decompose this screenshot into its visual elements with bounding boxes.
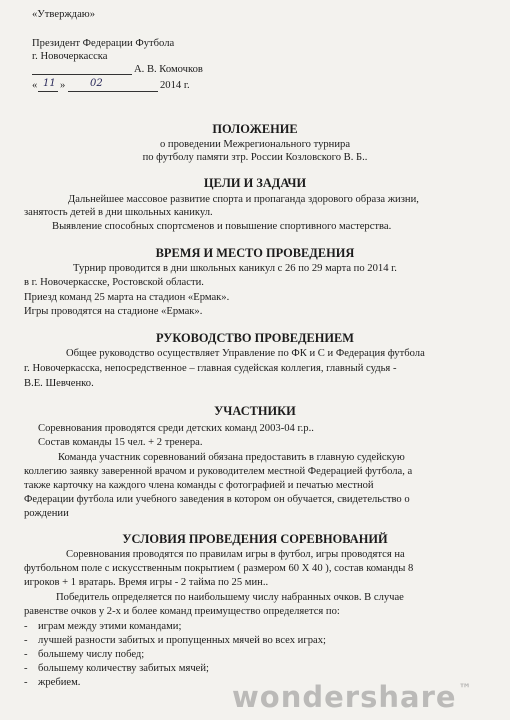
section-heading-participants: УЧАСТНИКИ [214,404,296,418]
approval-line-2: г. Новочеркасска [32,51,108,62]
participants-line: Состав команды 15 чел. + 2 тренера. [38,437,203,448]
time-place-line: Игры проводятся на стадионе «Ермак». [24,306,203,317]
bullet-mark: - [24,677,28,688]
conditions-line: равенстве очков у 2-х и более команд преимущество определяется по: [24,606,340,617]
bullet-item: жребием. [38,677,81,688]
management-line: В.Е. Шевченко. [24,378,94,389]
bullet-mark: - [24,635,28,646]
date-month: 02 [90,78,103,89]
participants-line: Соревнования проводятся среди детских команд 2003-04 г.р.. [38,423,314,434]
document-title: ПОЛОЖЕНИЕ [212,122,298,136]
date-day: 11 [43,78,56,89]
date-close-quote: » [60,80,66,91]
bullet-item: играм между этими командами; [38,621,182,632]
participants-line: Команда участник соревнований обязана предоставить в главную судейскую [58,452,405,463]
document-subtitle-2: по футболу памяти зтр. России Козловского В. Б.. [142,152,368,163]
bullet-item: большему количеству забитых мячей; [38,663,209,674]
section-heading-goals: ЦЕЛИ И ЗАДАЧИ [203,176,307,190]
date-month-line [68,91,158,92]
goals-line: Дальнейшее массовое развитие спорта и пропаганда здорового образа жизни, [68,194,419,205]
watermark-text: wondershare [232,680,457,714]
conditions-line: игроков + 1 вратарь. Время игры - 2 тайма по 25 мин.. [24,577,269,588]
participants-line: коллегию заявку заверенной врачом и руководителем местной Федерацией футбола, а [24,466,413,477]
document-subtitle-1: о проведении Межрегионального турнира [159,139,351,150]
bullet-mark: - [24,663,28,674]
management-line: г. Новочеркасска, непосредственное – главная судейская коллегия, главный судья - [24,363,397,374]
trademark-mark: ™ [458,682,473,697]
section-heading-conditions: УСЛОВИЯ ПРОВЕДЕНИЯ СОРЕВНОВАНИЙ [122,532,388,546]
conditions-line: футбольном поле с искусственным покрытием ( размером 60 Х 40 ), состав команды 8 [24,563,414,574]
goals-line: занятость детей в дни школьных каникул. [24,207,213,218]
bullet-mark: - [24,621,28,632]
bullet-mark: - [24,649,28,660]
date-year: 2014 г. [160,80,190,91]
date-open-quote: « [32,80,38,91]
section-heading-management: РУКОВОДСТВО ПРОВЕДЕНИЕМ [155,331,354,345]
participants-line: также карточку на каждого члена команды с фотографией и печатью местной [24,480,374,491]
goals-line: Выявление способных спортсменов и повышение спортивного мастерства. [52,221,392,232]
approval-title: «Утверждаю» [32,9,95,20]
time-place-line: в г. Новочеркасске, Ростовской области. [24,277,204,288]
signature-line [32,74,132,75]
time-place-line: Турнир проводится в дни школьных каникул с 26 по 29 марта по 2014 г. [73,263,397,274]
section-heading-time-place: ВРЕМЯ И МЕСТО ПРОВЕДЕНИЯ [155,246,355,260]
bullet-item: лучшей разности забитых и пропущенных мячей во всех играх; [38,635,326,646]
approval-line-1: Президент Федерации Футбола [32,38,175,49]
participants-line: рождении [24,508,69,519]
bullet-item: большему числу побед; [38,649,145,660]
approval-signer: А. В. Комочков [134,64,203,75]
conditions-line: Победитель определяется по наибольшему числу набранных очков. В случае [56,592,404,603]
management-line: Общее руководство осуществляет Управление по ФК и С и Федерация футбола [66,348,425,359]
conditions-line: Соревнования проводятся по правилам игры в футбол, игры проводятся на [66,549,405,560]
participants-line: Федерации футбола или учебного заведения в котором он обучается, свидетельство о [24,494,410,505]
time-place-line: Приезд команд 25 марта на стадион «Ермак». [24,292,230,303]
date-day-line [38,91,58,92]
wondershare-watermark [232,680,508,720]
